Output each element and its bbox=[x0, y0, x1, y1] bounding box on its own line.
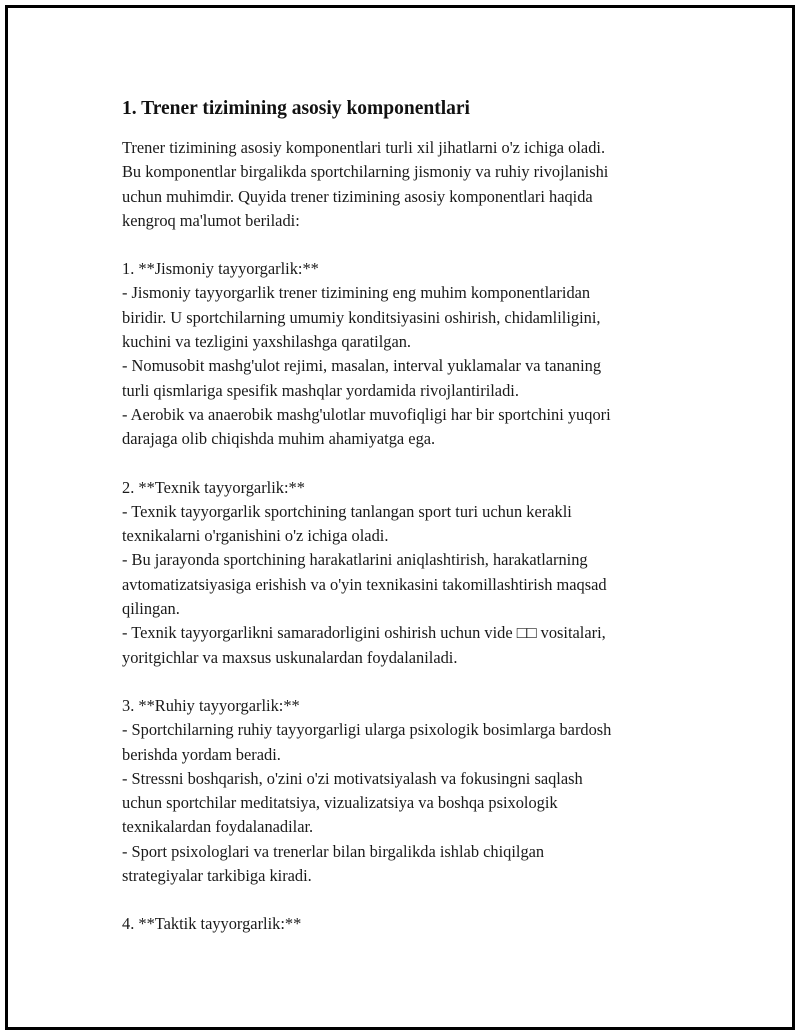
physical-bullet-1: - Jismoniy tayyorgarlik trener tizimining eng muhim komponentlaridan biridir. U sportchilarning umumiy konditsiyasini oshirish, chidamliligini, kuchini va tezligini yaxshilashga qaratilgan. bbox=[122, 283, 601, 352]
technical-bullet-3: - Texnik tayyorgarlikni samaradorligini oshirish uchun vide □□ vositalari, yoritgichlar va maxsus uskunalardan foydalaniladi. bbox=[122, 623, 606, 667]
document-page bbox=[5, 5, 795, 1030]
technical-bullet-1: - Texnik tayyorgarlik sportchining tanlangan sport turi uchun kerakli texnikalarni o'rganishini o'z ichiga oladi. bbox=[122, 501, 572, 546]
mental-bullet-1: - Sportchilarning ruhiy tayyorgarligi ularga psixologik bosimlarga bardosh berishda yordam beradi. bbox=[122, 720, 612, 764]
document-body bbox=[122, 96, 702, 937]
spacer bbox=[122, 452, 702, 476]
physical-bullet-3: - Aerobik va anaerobik mashg'ulotlar muvofiqligi har bir sportchini yuqori darajaga olib chiqishda muhim ahamiyatga ega. bbox=[122, 404, 611, 449]
section-heading-tactical: 4. **Taktik tayyorgarlik:** bbox=[122, 914, 302, 934]
section-heading-physical: 1. **Jismoniy tayyorgarlik:** bbox=[122, 259, 319, 279]
technical-bullet-2: - Bu jarayonda sportchining harakatlarini aniqlashtirish, harakatlarning avtomatizatsiyasiga erishish va o'yin texnikasini takomillashtirish maqsad qilingan. bbox=[122, 550, 607, 619]
intro-paragraph: Trener tizimining asosiy komponentlari turli xil jihatlarni o'z ichiga oladi. Bu komponentlar birgalikda sportchilarning jismoniy va ruhiy rivojlanishi uchun muhimdir. Quyida trener tizimining asosiy komponentlari haqida kengroq ma'lumot beriladi: bbox=[122, 138, 609, 230]
section-heading-technical: 2. **Texnik tayyorgarlik:** bbox=[122, 477, 305, 497]
section-heading-mental: 3. **Ruhiy tayyorgarlik:** bbox=[122, 695, 300, 715]
spacer bbox=[122, 233, 702, 257]
spacer bbox=[122, 670, 702, 694]
spacer bbox=[122, 888, 702, 912]
physical-bullet-2: - Nomusobit mashg'ulot rejimi, masalan, interval yuklamalar va tananing turli qismlariga spesifik mashqlar yordamida rivojlantiriladi. bbox=[122, 356, 602, 400]
page-title: 1. Trener tizimining asosiy komponentlari bbox=[122, 98, 470, 119]
mental-bullet-2: - Stressni boshqarish, o'zini o'zi motivatsiyalash va fokusingni saqlash uchun sportchilar meditatsiya, vizualizatsiya va boshqa psixologik texnikalardan foydalanadilar. bbox=[122, 768, 583, 837]
mental-bullet-3: - Sport psixologlari va trenerlar bilan birgalikda ishlab chiqilgan strategiyalar tarkibiga kiradi. bbox=[122, 841, 545, 886]
